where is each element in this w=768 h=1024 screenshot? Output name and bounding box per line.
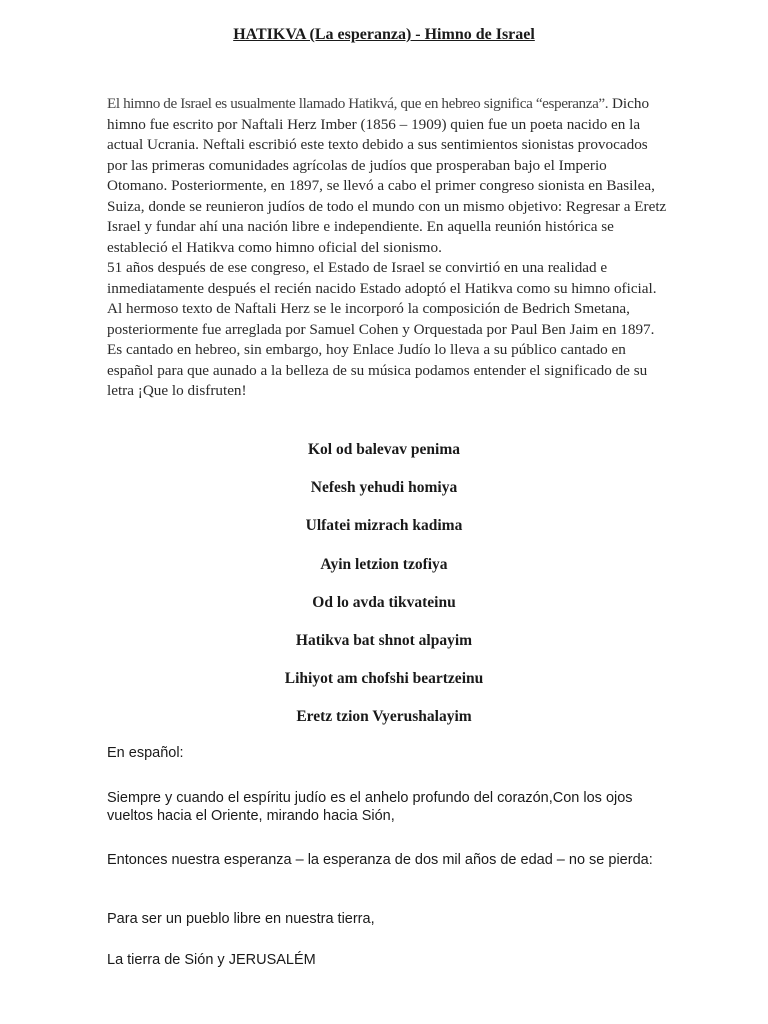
spanish-line: Para ser un pueblo libre en nuestra tierra, (107, 911, 375, 927)
intro-paragraph-1 (107, 94, 667, 258)
document-title: HATIKVA (La esperanza) - Himno de Israel (233, 26, 535, 43)
lyric-line: Ayin letzion tzofiya (320, 555, 448, 573)
lyric-line: Lihiyot am chofshi beartzeinu (284, 670, 484, 688)
lyric-line: Nefesh yehudi homiya (310, 479, 458, 497)
spanish-line: Entonces nuestra esperanza – la esperanza de dos mil años de edad – no se pierda: (107, 852, 653, 868)
intro-paragraph-2: 51 años después de ese congreso, el Estado de Israel se convirtió en una realidad e inmediatamente después el recién nacido Estado adoptó el Hatikva como su himno oficial. Al hermoso texto de Naftali Herz se le incorporó la composición de Bedrich Smetana, posteriormente fue arreglada por Samuel Cohen y Orquestada por Paul Ben Jaim en 1897. Es cantado en hebreo, sin embargo, hoy Enlace Judío lo lleva a su público cantado en español para que aunado a la belleza de su música podamos entender el significado de su letra ¡Que lo disfruten! (107, 259, 657, 399)
spanish-translation (107, 744, 677, 969)
intro-body: Dicho himno fue escrito por Naftali Herz Imber (1856 – 1909) quien fue un poeta nacido en la actual Ucrania. Neftali escribió este texto debido a sus sentimientos sionistas provocados por las primeras comunidades agrícolas de judíos que prosperaban bajo el Imperio Otomano. Posteriormente, en 1897, se llevó a cabo el primer congreso sionista en Basilea, Suiza, donde se reunieron judíos de todo el mundo con un mismo objetivo: Regresar a Eretz Israel y fundar ahí una nación libre e independiente. En aquella reunión histórica se estableció el Hatikva como himno oficial del sionismo. (107, 95, 667, 256)
lyric-line: Od lo avda tikvateinu (312, 593, 456, 611)
spanish-heading: En español: (107, 745, 184, 761)
intro-text (107, 94, 667, 402)
intro-first-line: El himno de Israel es usualmente llamado Hatikvá, que en hebreo significa “esperanza”. (107, 95, 609, 112)
lyric-line: Ulfatei mizrach kadima (305, 517, 463, 535)
spanish-line: Siempre y cuando el espíritu judío es el anhelo profundo del corazón,Con los ojos vueltos hacia el Oriente, mirando hacia Sión, (107, 790, 633, 824)
spanish-line: La tierra de Sión y JERUSALÉM (107, 952, 316, 968)
lyric-line: Kol od balevav penima (307, 441, 460, 458)
hebrew-lyrics (0, 438, 768, 744)
lyric-line: Eretz tzion Vyerushalayim (296, 708, 472, 726)
lyric-line: Hatikva bat shnot alpayim (295, 631, 473, 649)
